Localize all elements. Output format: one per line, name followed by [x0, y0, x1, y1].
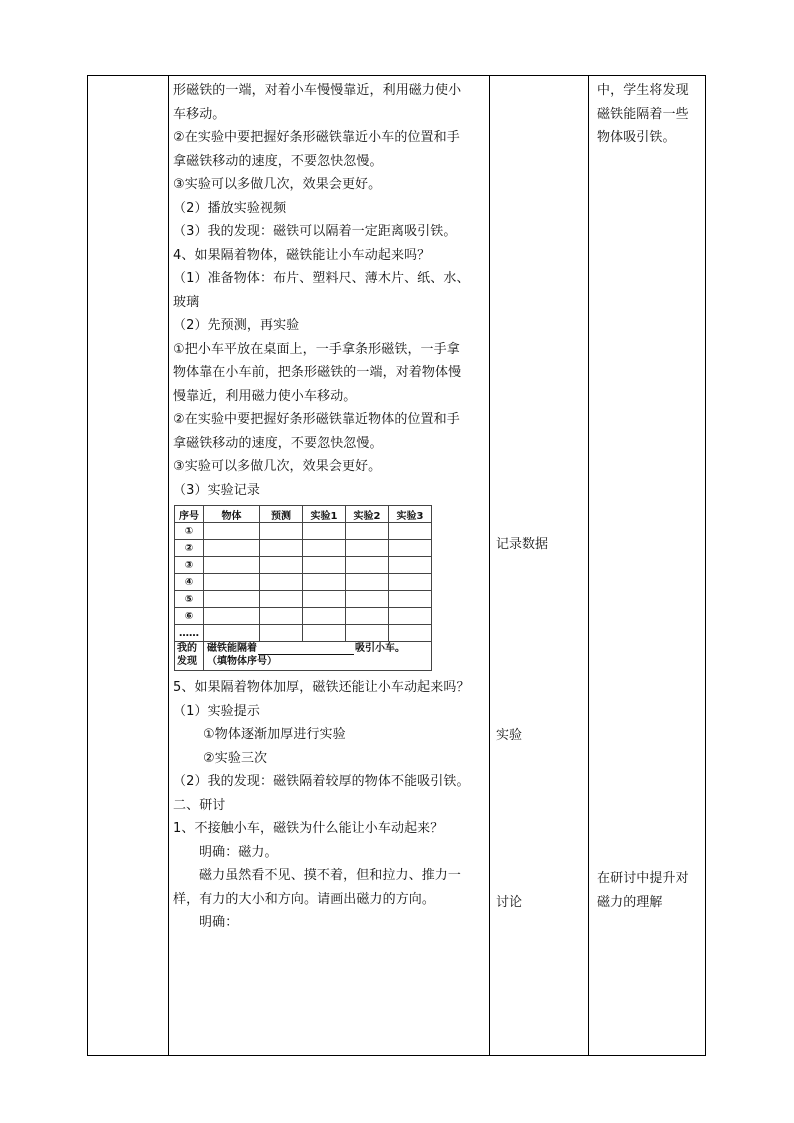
- record-cell[interactable]: [204, 540, 260, 557]
- footer-text: 吸引小车。: [355, 643, 405, 654]
- record-cell[interactable]: [303, 523, 346, 540]
- record-cell[interactable]: [346, 557, 389, 574]
- activity-label-experiment: 实验: [496, 728, 523, 743]
- table-row: [175, 625, 432, 642]
- record-cell[interactable]: [389, 540, 432, 557]
- footer-text: 磁铁能隔着: [207, 643, 257, 654]
- note-line: 磁力的理解: [597, 894, 663, 910]
- record-cell[interactable]: [389, 557, 432, 574]
- record-cell[interactable]: [346, 540, 389, 557]
- experiment-record-table: [174, 505, 432, 671]
- record-cell[interactable]: [389, 608, 432, 625]
- record-cell[interactable]: [303, 591, 346, 608]
- text-line: 物体靠在小车前，把条形磁铁的一端，对着物体慢: [173, 365, 462, 380]
- text-line: 5、如果隔着物体加厚，磁铁还能让小车动起来吗？: [173, 680, 470, 695]
- header-cell: 实验3: [389, 506, 432, 523]
- row-number: ②: [175, 540, 204, 557]
- text-line: ①物体逐渐加厚进行实验: [203, 727, 346, 742]
- column-divider-3: [588, 76, 589, 1055]
- footer-label: [175, 642, 204, 671]
- record-cell[interactable]: [204, 625, 260, 642]
- activity-label-discussion: 讨论: [496, 895, 523, 910]
- text-line: 明确：磁力。: [199, 844, 278, 860]
- record-cell[interactable]: [303, 557, 346, 574]
- record-cell[interactable]: [260, 523, 303, 540]
- footer-hint: （填物体序号）: [207, 656, 277, 667]
- header-cell: 物体: [204, 506, 260, 523]
- record-cell[interactable]: [260, 540, 303, 557]
- text-line: （3）实验记录: [173, 482, 260, 498]
- text-line: 拿磁铁移动的速度，不要忽快忽慢。: [173, 435, 383, 451]
- note-line: 物体吸引铁。: [597, 130, 676, 145]
- table-row: [175, 523, 432, 540]
- text-line: 明确：: [199, 915, 239, 930]
- record-cell[interactable]: [204, 523, 260, 540]
- teaching-process-cell: [168, 76, 495, 935]
- table-row: [175, 574, 432, 591]
- text-line: ②在实验中要把握好条形磁铁靠近小车的位置和手: [173, 130, 460, 145]
- record-cell[interactable]: [346, 591, 389, 608]
- record-cell[interactable]: [389, 625, 432, 642]
- process-text-part-b: [173, 676, 495, 935]
- footer-finding: [204, 642, 432, 671]
- header-cell: 预测: [260, 506, 303, 523]
- record-cell[interactable]: [303, 574, 346, 591]
- table-header-row: [175, 506, 432, 523]
- text-line: 拿磁铁移动的速度，不要忽快忽慢。: [173, 153, 383, 169]
- record-cell[interactable]: [204, 574, 260, 591]
- row-number: ③: [175, 557, 204, 574]
- note-line: 中，学生将发现: [597, 83, 689, 98]
- text-line: ③实验可以多做几次，效果会更好。: [173, 459, 382, 474]
- text-line: ③实验可以多做几次，效果会更好。: [173, 177, 382, 192]
- table-row: [175, 591, 432, 608]
- table-row: [175, 608, 432, 625]
- text-line: 4、如果隔着物体，磁铁能让小车动起来吗？: [173, 247, 431, 263]
- record-cell[interactable]: [303, 625, 346, 642]
- table-row: [175, 557, 432, 574]
- record-cell[interactable]: [303, 540, 346, 557]
- header-cell: 序号: [175, 506, 204, 523]
- note-line: 在研讨中提升对: [597, 871, 689, 886]
- text-line: ①把小车平放在桌面上，一手拿条形磁铁，一手拿: [173, 341, 460, 357]
- design-note-bottom: [595, 867, 707, 914]
- activity-label-record: 记录数据: [496, 537, 549, 552]
- record-cell[interactable]: [389, 574, 432, 591]
- text-line: 二、研讨: [173, 797, 226, 813]
- table-footer-row: [175, 642, 432, 671]
- record-cell[interactable]: [346, 574, 389, 591]
- text-line: （3）我的发现：磁铁可以隔着一定距离吸引铁。: [173, 224, 457, 239]
- fill-in-blank[interactable]: [258, 644, 354, 655]
- text-line: 玻璃: [173, 294, 200, 310]
- text-line: 车移动。: [173, 106, 226, 122]
- text-line: 慢靠近，利用磁力使小车移动。: [173, 388, 357, 404]
- record-cell[interactable]: [260, 591, 303, 608]
- record-cell[interactable]: [204, 608, 260, 625]
- text-line: 形磁铁的一端，对着小车慢慢靠近，利用磁力使小: [173, 83, 462, 98]
- text-line: （1）准备物体：布片、塑料尺、薄木片、纸、水、: [173, 271, 470, 286]
- header-cell: 实验2: [346, 506, 389, 523]
- text-line: （2）我的发现：磁铁隔着较厚的物体不能吸引铁。: [173, 774, 470, 789]
- record-cell[interactable]: [346, 523, 389, 540]
- record-cell[interactable]: [346, 608, 389, 625]
- record-cell[interactable]: [260, 574, 303, 591]
- footer-label-line: 我的: [177, 643, 197, 654]
- record-cell[interactable]: [303, 608, 346, 625]
- text-line: （2）先预测，再实验: [173, 318, 300, 333]
- footer-label-line: 发现: [177, 656, 197, 667]
- row-number: ……: [175, 625, 204, 642]
- record-cell[interactable]: [389, 591, 432, 608]
- text-line: （1）实验提示: [173, 703, 260, 719]
- note-line: 磁铁能隔着一些: [597, 106, 689, 122]
- design-note-top: [595, 79, 707, 150]
- table-row: [175, 540, 432, 557]
- process-text-part-a: [173, 79, 495, 502]
- row-number: ①: [175, 523, 204, 540]
- header-cell: 实验1: [303, 506, 346, 523]
- text-line: ②在实验中要把握好条形磁铁靠近物体的位置和手: [173, 412, 460, 427]
- row-number: ⑤: [175, 591, 204, 608]
- lesson-table: [87, 75, 706, 1056]
- record-cell[interactable]: [346, 625, 389, 642]
- text-line: 磁力虽然看不见、摸不着，但和拉力、推力一: [199, 868, 462, 883]
- record-cell[interactable]: [389, 523, 432, 540]
- record-cell[interactable]: [260, 625, 303, 642]
- text-line: 1、不接触小车，磁铁为什么能让小车动起来？: [173, 821, 444, 836]
- row-number: ⑥: [175, 608, 204, 625]
- record-cell[interactable]: [204, 557, 260, 574]
- text-line: ②实验三次: [203, 750, 268, 766]
- row-number: ④: [175, 574, 204, 591]
- text-line: （2）播放实验视频: [173, 200, 287, 216]
- record-cell[interactable]: [260, 608, 303, 625]
- record-cell[interactable]: [204, 591, 260, 608]
- text-line: 样，有力的大小和方向。请画出磁力的方向。: [173, 891, 436, 907]
- record-cell[interactable]: [260, 557, 303, 574]
